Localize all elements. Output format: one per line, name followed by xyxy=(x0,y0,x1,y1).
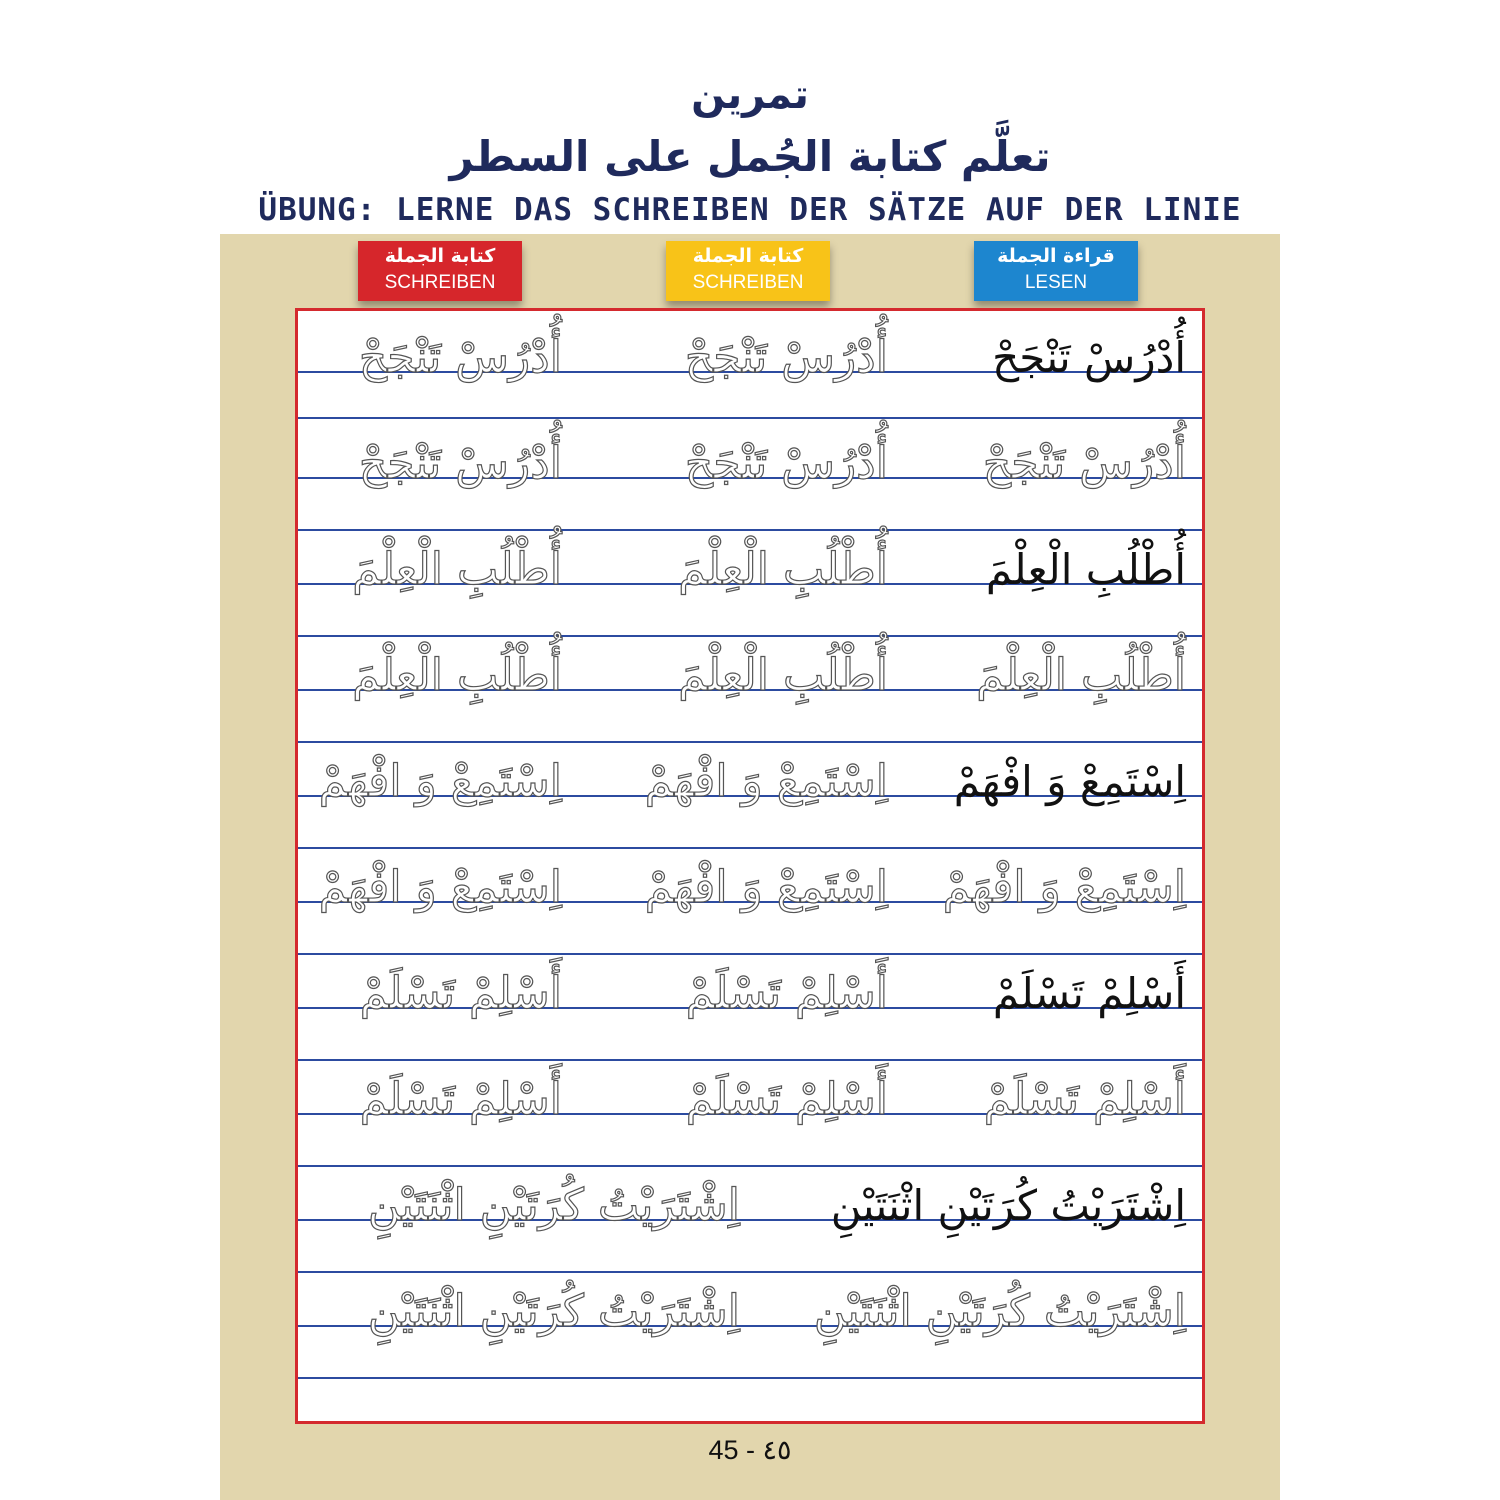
page-number: 45 - ٤٥ xyxy=(708,1435,792,1465)
sentence-trace: أُطْلُبِ الْعِلْمَ xyxy=(976,650,1186,701)
label-write-red-arabic: كتابة الجملة xyxy=(384,245,496,267)
label-write-red xyxy=(358,241,522,301)
sentence-read: اِشْتَرَيْتُ كُرَتَيْنِ اثْنَتَيْنِ xyxy=(830,1181,1186,1230)
sentence-trace: أُدْرُسْ تَنْجَحْ xyxy=(358,332,562,383)
sentence-trace: أُدْرُسْ تَنْجَحْ xyxy=(684,332,888,383)
sentence-trace: أُطْلُبِ الْعِلْمَ xyxy=(352,544,562,595)
sentence-trace: أُدْرُسْ تَنْجَحْ xyxy=(358,438,562,489)
separator-rule xyxy=(298,953,1202,955)
sentence-trace: أُطْلُبِ الْعِلْمَ xyxy=(678,544,888,595)
label-read-german: LESEN xyxy=(1024,272,1088,293)
separator-rule xyxy=(298,529,1202,531)
separator-rule xyxy=(298,1165,1202,1167)
sentence-read: اِسْتَمِعْ وَ افْهَمْ xyxy=(953,757,1186,806)
sentence-read: أُدْرُسْ تَنْجَحْ xyxy=(992,333,1186,382)
sentence-read: أَسْلِمْ تَسْلَمْ xyxy=(992,969,1186,1018)
label-write-red-german: SCHREIBEN xyxy=(384,272,496,293)
page-title: تمرين xyxy=(691,72,809,118)
sentence-trace: اِسْتَمِعْ وَ افْهَمْ xyxy=(942,862,1186,913)
sentence-trace: أَسْلِمْ تَسْلَمْ xyxy=(685,1074,888,1125)
sentence-read: أُطْلُبِ الْعِلْمَ xyxy=(985,545,1186,594)
label-write-yellow-german: SCHREIBEN xyxy=(692,272,804,293)
sentence-trace: اِشْتَرَيْتُ كُرَتَيْنِ اثْنَتَيْنِ xyxy=(367,1286,740,1337)
label-read xyxy=(974,241,1138,301)
sentence-trace: أَسْلِمْ تَسْلَمْ xyxy=(359,968,562,1019)
writing-sheet xyxy=(295,308,1205,1424)
sentence-trace: اِسْتَمِعْ وَ افْهَمْ xyxy=(318,756,562,807)
separator-rule xyxy=(298,847,1202,849)
sentence-trace: اِشْتَرَيْتُ كُرَتَيْنِ اثْنَتَيْنِ xyxy=(367,1180,740,1231)
sentence-trace: أُطْلُبِ الْعِلْمَ xyxy=(678,650,888,701)
label-write-yellow-arabic: كتابة الجملة xyxy=(692,245,804,267)
label-write-yellow xyxy=(666,241,830,301)
sentence-trace: اِسْتَمِعْ وَ افْهَمْ xyxy=(644,862,888,913)
separator-rule xyxy=(298,1271,1202,1273)
label-read-arabic: قراءة الجملة xyxy=(997,245,1115,267)
sentence-trace: أَسْلِمْ تَسْلَمْ xyxy=(983,1074,1186,1125)
sentence-trace: أُطْلُبِ الْعِلْمَ xyxy=(352,650,562,701)
separator-rule xyxy=(298,635,1202,637)
separator-rule xyxy=(298,417,1202,419)
page-title-arabic-subtitle: تعلَّم كتابة الجُمل على السطر xyxy=(449,132,1051,181)
sentence-trace: أُدْرُسْ تَنْجَحْ xyxy=(982,438,1186,489)
separator-rule xyxy=(298,741,1202,743)
separator-rule xyxy=(298,1059,1202,1061)
sentence-trace: أُدْرُسْ تَنْجَحْ xyxy=(684,438,888,489)
sentence-trace: أَسْلِمْ تَسْلَمْ xyxy=(685,968,888,1019)
separator-rule xyxy=(298,1377,1202,1379)
page-subtitle-german: ÜBUNG: LERNE DAS SCHREIBEN DER SÄTZE AUF DER LINIE xyxy=(258,192,1242,228)
sentence-trace: اِشْتَرَيْتُ كُرَتَيْنِ اثْنَتَيْنِ xyxy=(813,1286,1186,1337)
sentence-trace: اِسْتَمِعْ وَ افْهَمْ xyxy=(318,862,562,913)
sentence-trace: أَسْلِمْ تَسْلَمْ xyxy=(359,1074,562,1125)
sentence-trace: اِسْتَمِعْ وَ افْهَمْ xyxy=(644,756,888,807)
